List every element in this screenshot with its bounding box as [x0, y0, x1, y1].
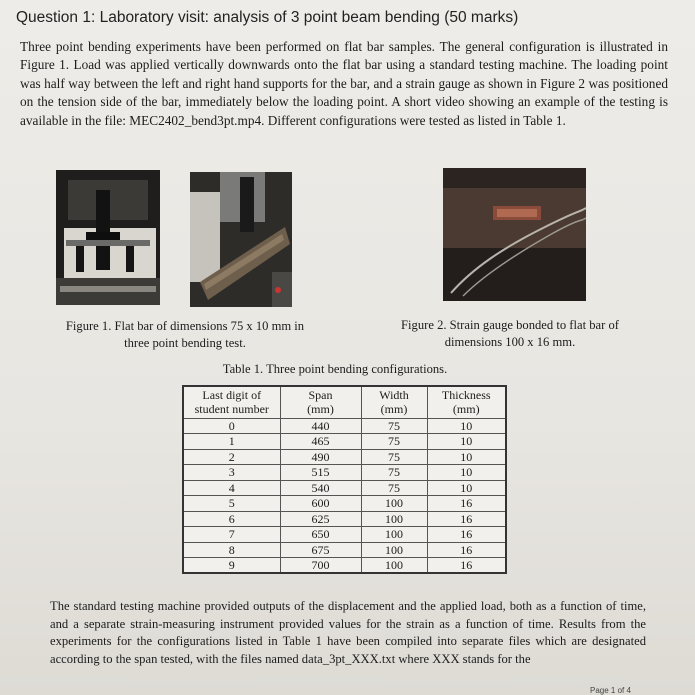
cell-span: 675: [280, 542, 361, 558]
cell-digit: 2: [183, 449, 280, 465]
cell-span: 465: [280, 434, 361, 450]
table-row: [183, 480, 506, 496]
table-row: [183, 434, 506, 450]
cell-digit: 5: [183, 496, 280, 512]
cell-span: 440: [280, 418, 361, 434]
header-span: [280, 386, 361, 418]
cell-thickness: 16: [427, 527, 506, 543]
table-row: [183, 418, 506, 434]
cell-span: 540: [280, 480, 361, 496]
figure2-caption-line2: dimensions 100 x 16 mm.: [444, 335, 576, 349]
cell-thickness: 10: [427, 465, 506, 481]
cell-width: 75: [361, 465, 427, 481]
header-thickness-line1: Thickness: [441, 388, 491, 403]
figure1-caption: [40, 318, 330, 352]
header-width-line1: Width: [379, 388, 409, 403]
figure1-caption-line2: three point bending test.: [124, 336, 246, 350]
cell-width: 100: [361, 527, 427, 543]
cell-span: 490: [280, 449, 361, 465]
cell-span: 625: [280, 511, 361, 527]
cell-digit: 8: [183, 542, 280, 558]
cell-span: 600: [280, 496, 361, 512]
intro-paragraph: Three point bending experiments have been performed on flat bar samples. The general configuration is illustrated in Figure 1. Load was applied vertically downwards onto the flat bar using a standard testing machine. The loading point was half way between the left and right hand supports for the bar, and a strain gauge as shown in Figure 2 was positioned on the tension side of the bar, immediately below the loading point. A short video showing an example of the testing is available in the file: MEC2402_bend3pt.mp4. Different configurations were tested as listed in Table 1.: [20, 39, 668, 128]
cell-width: 75: [361, 480, 427, 496]
cell-thickness: 16: [427, 511, 506, 527]
cell-digit: 7: [183, 527, 280, 543]
question-title: Question 1: Laboratory visit: analysis of 3 point beam bending (50 marks): [16, 9, 519, 26]
cell-digit: 9: [183, 558, 280, 574]
cell-digit: 3: [183, 465, 280, 481]
results-paragraph: The standard testing machine provided outputs of the displacement and the applied load, both as a function of time, and a separate strain-measuring instrument provided values for the strain as a function of time. Results from the experiments for the configurations listed in Table 1 have been compiled into separate files which are designated according to the span tested, with the files named data_3pt_XXX.txt where XXX stands for the: [50, 599, 646, 666]
figure2-photo-strain-gauge: [443, 168, 586, 301]
cell-digit: 0: [183, 418, 280, 434]
header-last-digit: [183, 386, 280, 418]
header-thickness-line2: (mm): [452, 402, 480, 417]
cell-width: 100: [361, 511, 427, 527]
header-thickness: [427, 386, 506, 418]
header-width: [361, 386, 427, 418]
figure1-caption-line1: Figure 1. Flat bar of dimensions 75 x 10 mm in: [65, 319, 305, 333]
cell-width: 100: [361, 542, 427, 558]
table-header-row: [183, 386, 506, 418]
cell-digit: 4: [183, 480, 280, 496]
cell-digit: 6: [183, 511, 280, 527]
table-row: [183, 542, 506, 558]
table-row: [183, 558, 506, 574]
table-row: [183, 449, 506, 465]
cell-span: 515: [280, 465, 361, 481]
cell-thickness: 16: [427, 542, 506, 558]
figure2-caption-line1: Figure 2. Strain gauge bonded to flat bar of: [401, 318, 619, 332]
header-last-digit-line2: student number: [194, 402, 269, 417]
configurations-table: [182, 385, 507, 574]
cell-thickness: 10: [427, 418, 506, 434]
cell-width: 100: [361, 558, 427, 574]
cell-thickness: 10: [427, 480, 506, 496]
table-row: [183, 465, 506, 481]
header-span-line2: (mm): [307, 402, 334, 417]
figure1-photo-bar-closeup: [190, 172, 292, 307]
cell-thickness: 16: [427, 558, 506, 574]
cell-thickness: 10: [427, 434, 506, 450]
cell-width: 75: [361, 449, 427, 465]
cell-span: 650: [280, 527, 361, 543]
page-footer: Page 1 of 4: [590, 686, 631, 695]
table-row: [183, 511, 506, 527]
figure1-photo-machine: [56, 170, 160, 305]
figure2-caption: [380, 317, 640, 351]
table-row: [183, 496, 506, 512]
cell-width: 75: [361, 434, 427, 450]
table-caption: Table 1. Three point bending configurations.: [222, 362, 448, 376]
cell-digit: 1: [183, 434, 280, 450]
header-last-digit-line1: Last digit of: [202, 388, 262, 403]
header-span-line1: Span: [308, 388, 333, 403]
cell-width: 75: [361, 418, 427, 434]
cell-thickness: 16: [427, 496, 506, 512]
header-width-line2: (mm): [380, 402, 408, 417]
cell-width: 100: [361, 496, 427, 512]
cell-span: 700: [280, 558, 361, 574]
table-row: [183, 527, 506, 543]
cell-thickness: 10: [427, 449, 506, 465]
